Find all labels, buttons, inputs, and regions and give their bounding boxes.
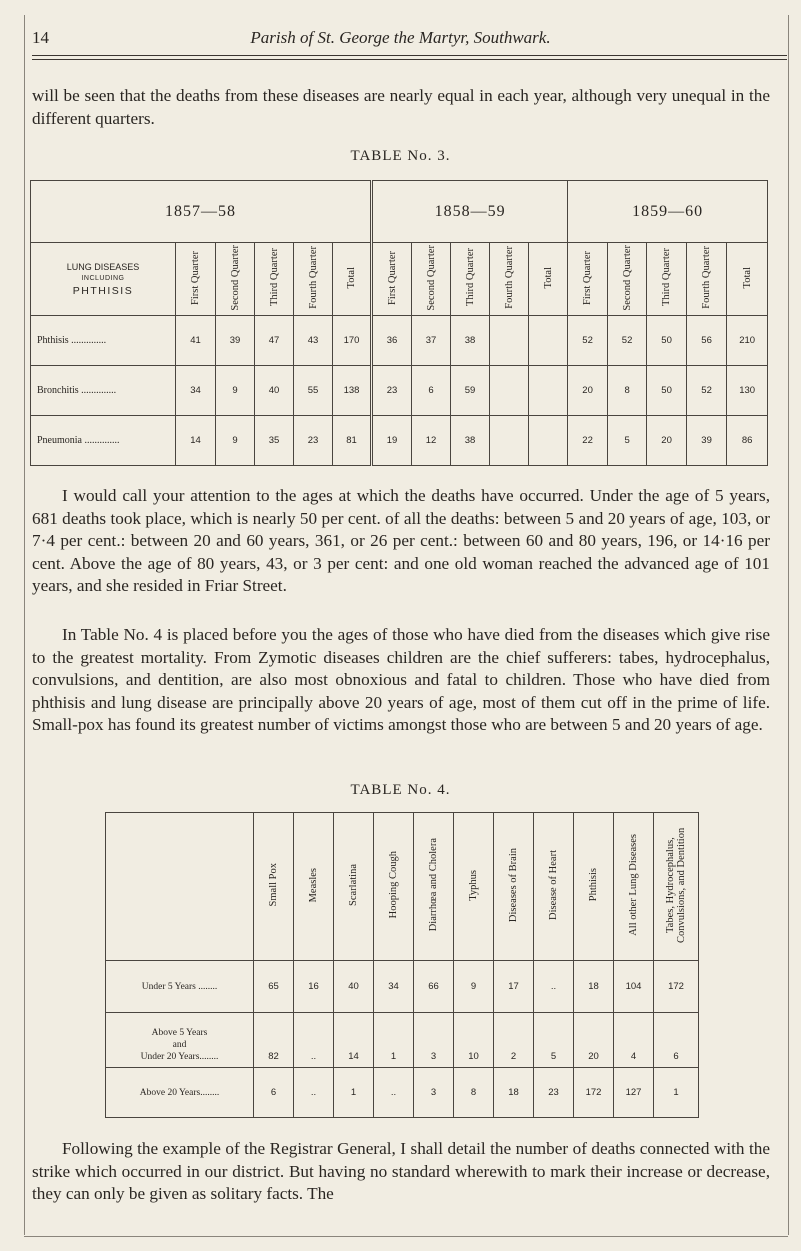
col-header: Disease of Heart <box>534 813 574 961</box>
cell: 130 <box>727 366 768 416</box>
table-row <box>106 1068 699 1118</box>
cell <box>490 366 529 416</box>
col-header: Fourth Quarter <box>490 243 529 316</box>
page-edge-right <box>788 15 789 1235</box>
cell: 52 <box>687 366 727 416</box>
col-header: Second Quarter <box>216 243 255 316</box>
cell: 39 <box>216 316 255 366</box>
cell: 2 <box>494 1013 534 1068</box>
paragraph-3 <box>32 624 770 737</box>
cell: 36 <box>372 316 412 366</box>
cell: .. <box>294 1013 334 1068</box>
cell: 22 <box>568 416 608 466</box>
cell: 86 <box>727 416 768 466</box>
cell: 35 <box>255 416 294 466</box>
cell: 23 <box>372 366 412 416</box>
col-header: Third Quarter <box>255 243 294 316</box>
cell: 38 <box>451 316 490 366</box>
paragraph-2-text: I would call your attention to the ages at which the deaths have occurred. Under the age of 5 years, 681 deaths took place, which is nearly 50 per cent. of all the deaths: between 5 and 20 years of age, 103, or 7·4 per cent.: between 20 and 60 years, 361, or 26 per cent.: between 60 and 80 years, 196, or 14·16 per cent. Above the age of 80 years, 43, or 3 per cent: and one old woman reached the advanced age of 101 years, and she resided in Friar Street. <box>32 486 770 595</box>
cell: 138 <box>333 366 372 416</box>
cell: 14 <box>176 416 216 466</box>
year-1859-60: 1859—60 <box>568 181 768 243</box>
cell <box>490 316 529 366</box>
cell: 3 <box>414 1068 454 1118</box>
cell: 18 <box>574 961 614 1013</box>
table-row <box>31 366 768 416</box>
col-header: Phthisis <box>574 813 614 961</box>
paragraph-4-text: Following the example of the Registrar General, I shall detail the number of deaths connected with the strike which occurred in our district. But having no standard wherewith to mark their increase or decrease, they can only be given as solitary facts. The <box>32 1139 770 1203</box>
stub-line1: LUNG DISEASES <box>66 262 140 272</box>
stub-line3: PHTHISIS <box>72 285 134 297</box>
cell: 47 <box>255 316 294 366</box>
cell: 37 <box>412 316 451 366</box>
cell: 43 <box>294 316 333 366</box>
cell: 52 <box>568 316 608 366</box>
cell: 50 <box>647 366 687 416</box>
cell: 1 <box>334 1068 374 1118</box>
col-header: Fourth Quarter <box>687 243 727 316</box>
table4-title: TABLE No. 4. <box>350 782 451 798</box>
col-header: Small Pox <box>254 813 294 961</box>
cell: 23 <box>294 416 333 466</box>
cell: 1 <box>374 1013 414 1068</box>
col-header: Total <box>727 243 768 316</box>
col-header: First Quarter <box>176 243 216 316</box>
col-header: Total <box>333 243 372 316</box>
cell: 17 <box>494 961 534 1013</box>
col-header: Third Quarter <box>451 243 490 316</box>
cell: 40 <box>255 366 294 416</box>
col-header: Second Quarter <box>412 243 451 316</box>
cell: 56 <box>687 316 727 366</box>
cell: 10 <box>454 1013 494 1068</box>
cell: 50 <box>647 316 687 366</box>
cell: 6 <box>654 1013 699 1068</box>
cell: 6 <box>412 366 451 416</box>
stub-line2: INCLUDING <box>81 275 125 282</box>
cell: 20 <box>568 366 608 416</box>
cell: 55 <box>294 366 333 416</box>
col-header: Tabes, Hydrocephalus, Convulsions, and Dentition <box>654 813 699 961</box>
cell: 210 <box>727 316 768 366</box>
cell: 8 <box>608 366 647 416</box>
col-header: Total <box>529 243 568 316</box>
cell: 16 <box>294 961 334 1013</box>
cell: 9 <box>216 366 255 416</box>
row-label-line: and <box>172 1040 187 1050</box>
col-header: Diseases of Brain <box>494 813 534 961</box>
col-header: First Quarter <box>568 243 608 316</box>
cell: 5 <box>534 1013 574 1068</box>
cell <box>529 416 568 466</box>
cell: 12 <box>412 416 451 466</box>
row-label: Bronchitis .............. <box>31 366 176 416</box>
col-header: Diarrhœa and Cholera <box>414 813 454 961</box>
cell: 9 <box>216 416 255 466</box>
col-header: Fourth Quarter <box>294 243 333 316</box>
stub-header <box>31 243 176 316</box>
cell <box>529 366 568 416</box>
cell: 6 <box>254 1068 294 1118</box>
cell <box>529 316 568 366</box>
table-4 <box>105 812 699 1118</box>
cell: 14 <box>334 1013 374 1068</box>
page-number: 14 <box>32 28 49 47</box>
table-3 <box>30 180 768 466</box>
cell: 41 <box>176 316 216 366</box>
cell: 172 <box>574 1068 614 1118</box>
cell: 1 <box>654 1068 699 1118</box>
cell: .. <box>374 1068 414 1118</box>
col-header: Third Quarter <box>647 243 687 316</box>
cell: 9 <box>454 961 494 1013</box>
cell: 40 <box>334 961 374 1013</box>
cell: 172 <box>654 961 699 1013</box>
cell: 170 <box>333 316 372 366</box>
col-header: Scarlatina <box>334 813 374 961</box>
cell: 66 <box>414 961 454 1013</box>
cell: 3 <box>414 1013 454 1068</box>
cell: 34 <box>374 961 414 1013</box>
col-header: All other Lung Diseases <box>614 813 654 961</box>
cell: 38 <box>451 416 490 466</box>
paragraph-2 <box>32 485 770 598</box>
row-label: Under 5 Years ........ <box>106 961 254 1013</box>
cell: 65 <box>254 961 294 1013</box>
table-row <box>31 416 768 466</box>
cell <box>490 416 529 466</box>
table-row <box>106 961 699 1013</box>
running-title: Parish of St. George the Martyr, Southwark. <box>250 28 551 47</box>
col-header: Second Quarter <box>608 243 647 316</box>
cell: 52 <box>608 316 647 366</box>
cell: .. <box>534 961 574 1013</box>
row-label <box>106 1013 254 1068</box>
col-header: Typhus <box>454 813 494 961</box>
col-header: Hooping Cough <box>374 813 414 961</box>
cell: 8 <box>454 1068 494 1118</box>
cell: 20 <box>574 1013 614 1068</box>
cell: .. <box>294 1068 334 1118</box>
row-label-line: Under 20 Years........ <box>140 1052 219 1062</box>
year-1857-58: 1857—58 <box>31 181 372 243</box>
table3-title: TABLE No. 3. <box>350 148 451 164</box>
header-rule-second <box>32 59 787 60</box>
row-label: Pneumonia .............. <box>31 416 176 466</box>
cell: 4 <box>614 1013 654 1068</box>
cell: 104 <box>614 961 654 1013</box>
cell: 34 <box>176 366 216 416</box>
col-header: First Quarter <box>372 243 412 316</box>
row-label: Above 20 Years........ <box>106 1068 254 1118</box>
cell: 39 <box>687 416 727 466</box>
paragraph-3-text: In Table No. 4 is placed before you the ages of those who have died from the diseases which give rise to the greatest mortality. From Zymotic diseases children are the chief sufferers: tabes, hydrocephalus, convulsions, and dentition, are also most obnoxious and fatal to children. Those who have died from phthisis and lung disease are principally above 20 years of age, most of them cut off in the prime of life. Small-pox has found its greatest number of victims amongst those who are between 5 and 20 years of age. <box>32 625 770 734</box>
cell: 82 <box>254 1013 294 1068</box>
cell: 5 <box>608 416 647 466</box>
paragraph-1: will be seen that the deaths from these diseases are nearly equal in each year, although very unequal in the different quarters. <box>32 86 770 128</box>
cell: 19 <box>372 416 412 466</box>
cell: 23 <box>534 1068 574 1118</box>
year-1858-59: 1858—59 <box>372 181 568 243</box>
row-label: Phthisis .............. <box>31 316 176 366</box>
cell: 18 <box>494 1068 534 1118</box>
cell: 81 <box>333 416 372 466</box>
paragraph-4 <box>32 1138 770 1206</box>
cell: 127 <box>614 1068 654 1118</box>
stub-header-empty <box>106 813 254 961</box>
header-rule <box>32 55 787 56</box>
col-header: Measles <box>294 813 334 961</box>
cell: 59 <box>451 366 490 416</box>
page-edge-left <box>24 15 25 1235</box>
page-edge-bottom <box>24 1236 788 1237</box>
cell: 20 <box>647 416 687 466</box>
row-label-line: Above 5 Years <box>151 1028 208 1038</box>
table-row <box>106 1013 699 1068</box>
table-row <box>31 316 768 366</box>
